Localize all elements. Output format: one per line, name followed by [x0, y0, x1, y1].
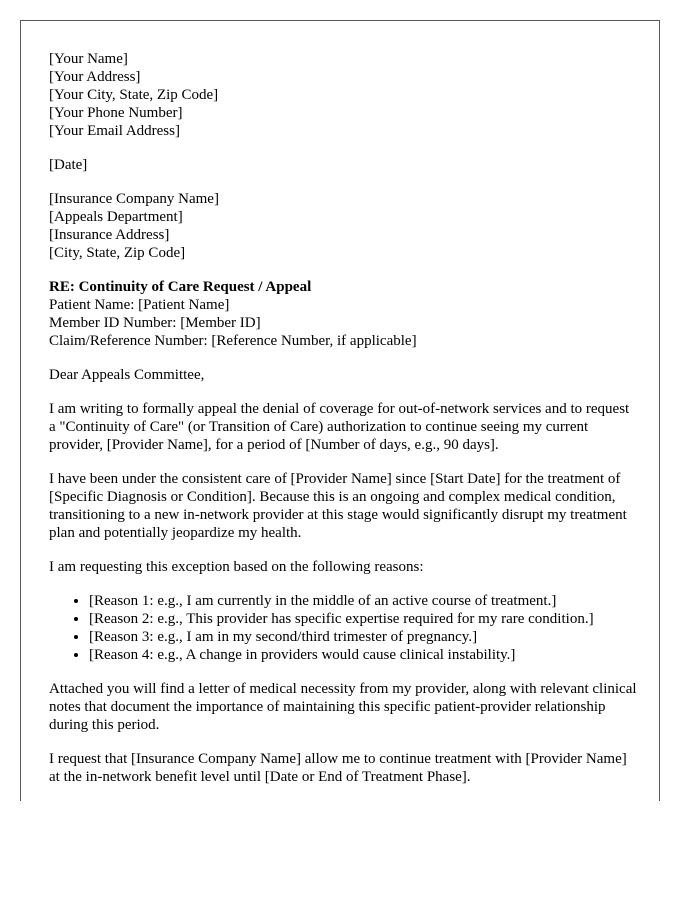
sender-address-block [49, 50, 659, 140]
list-item: • [Reason 2: e.g., This provider has specific expertise required for my rare condition.] [89, 610, 649, 628]
re-block [49, 278, 659, 350]
patient-name-line: Patient Name: [Patient Name] [49, 297, 230, 313]
list-item: • [Reason 4: e.g., A change in providers would cause clinical instability.] [89, 646, 649, 664]
salutation: Dear Appeals Committee, [49, 367, 205, 383]
recipient-company: [Insurance Company Name] [49, 191, 219, 207]
paragraph-reasons-intro: I am requesting this exception based on the following reasons: [49, 559, 424, 575]
recipient-address: [Insurance Address] [49, 227, 170, 243]
member-id-line: Member ID Number: [Member ID] [49, 315, 261, 331]
paragraph-request: I request that [Insurance Company Name] allow me to continue treatment with [Provider Name] at the in-network benefit level until [Date or End of Treatment Phase]. [49, 751, 627, 785]
claim-reference-line: Claim/Reference Number: [Reference Number, if applicable] [49, 333, 417, 349]
letter-page [20, 20, 660, 801]
re-subject: RE: Continuity of Care Request / Appeal [49, 279, 312, 295]
date-block [49, 156, 659, 174]
sender-email: [Your Email Address] [49, 123, 180, 139]
reasons-list [49, 592, 649, 664]
paragraph-care-history: I have been under the consistent care of [Provider Name] since [Start Date] for the treatment of [Specific Diagnosis or Condition]. Because this is an ongoing and complex medical condition, transitioning to a new in-network provider at this stage would significantly disrupt my treatment plan and potentially jeopardize my health. [49, 471, 627, 541]
recipient-city-state-zip: [City, State, Zip Code] [49, 245, 186, 261]
letter-date: [Date] [49, 157, 88, 173]
recipient-address-block [49, 190, 659, 262]
list-item: • [Reason 3: e.g., I am in my second/third trimester of pregnancy.] [89, 628, 649, 646]
sender-city-state-zip: [Your City, State, Zip Code] [49, 87, 219, 103]
list-item: • [Reason 1: e.g., I am currently in the middle of an active course of treatment.] [89, 592, 649, 610]
paragraph-attachments: Attached you will find a letter of medical necessity from my provider, along with relevant clinical notes that document the importance of maintaining this specific patient-provider relationship during this period. [49, 681, 637, 733]
sender-name: [Your Name] [49, 51, 128, 67]
recipient-department: [Appeals Department] [49, 209, 183, 225]
paragraph-appeal-intro: I am writing to formally appeal the denial of coverage for out-of-network services and to request a "Continuity of Care" (or Transition of Care) authorization to continue seeing my current provider, [Provider Name], for a period of [Number of days, e.g., 90 days]. [49, 401, 630, 453]
sender-address: [Your Address] [49, 69, 141, 85]
sender-phone: [Your Phone Number] [49, 105, 183, 121]
